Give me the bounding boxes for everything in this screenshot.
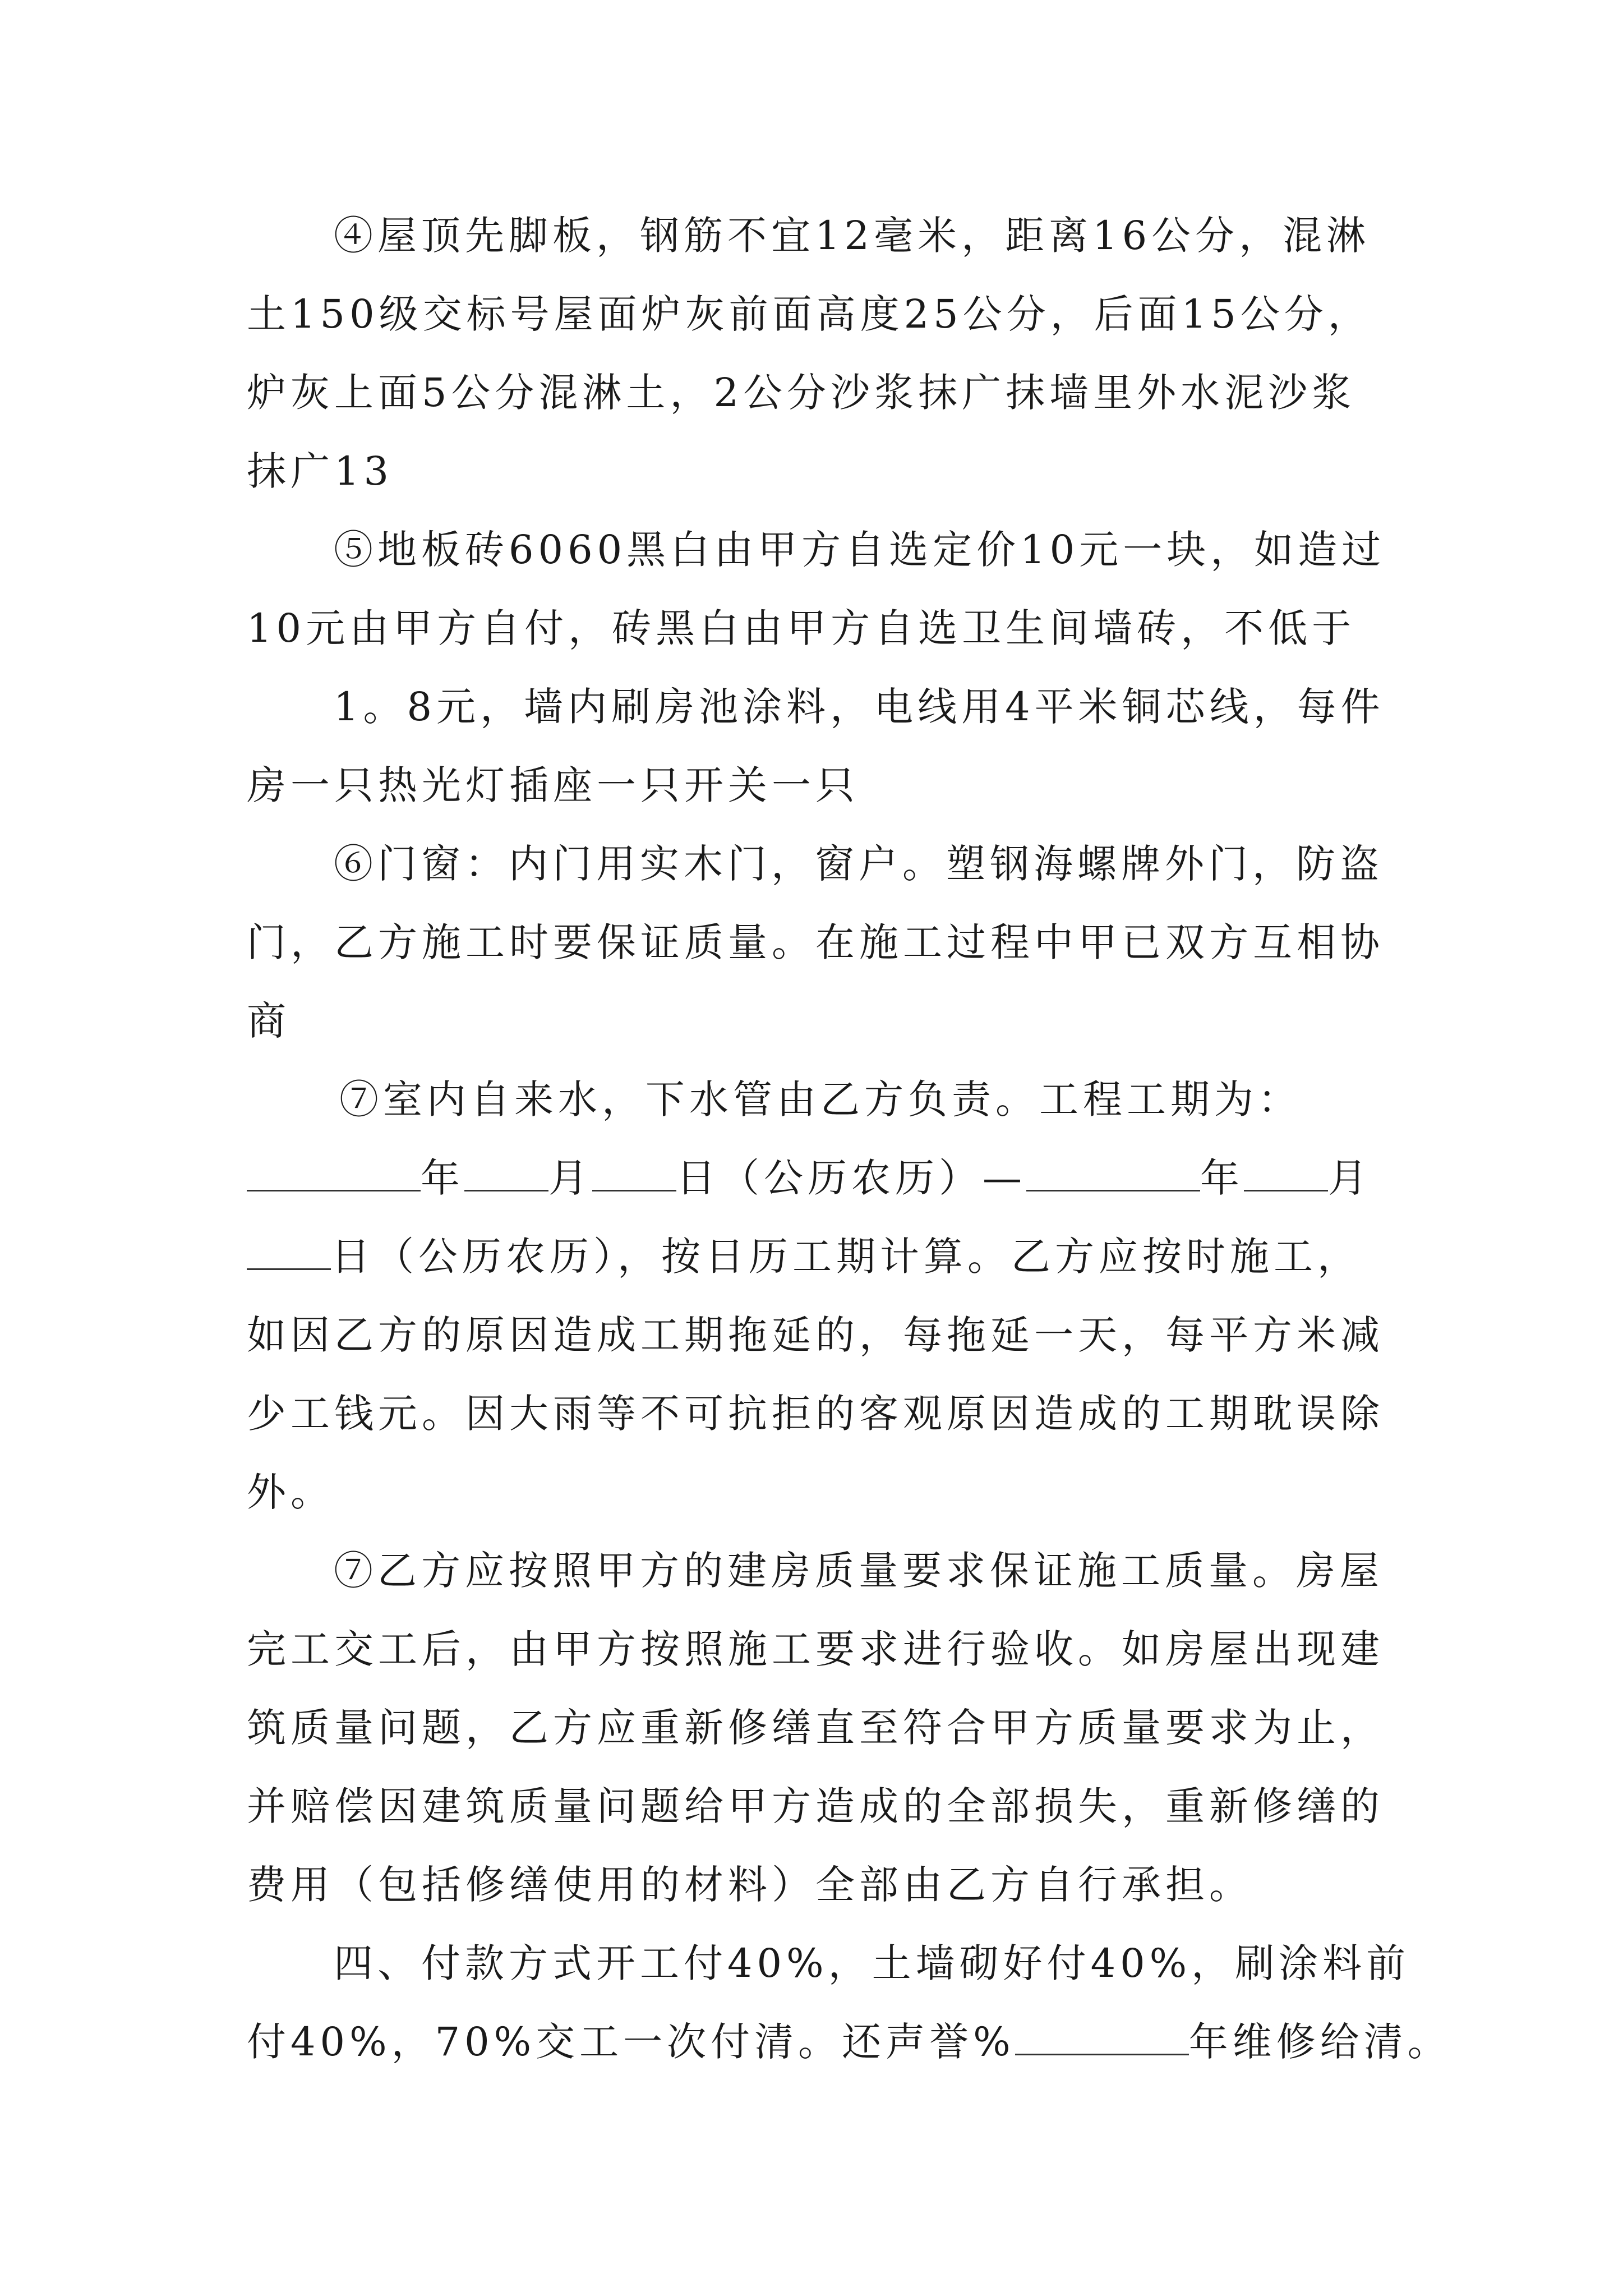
paragraph-line: 并赔偿因建筑质量问题给甲方造成的全部损失，重新修缮的 — [247, 1783, 1384, 1829]
paragraph-line: 房一只热光灯插座一只开关一只 — [247, 762, 859, 808]
paragraph-line: ⑤地板砖6060黑白由甲方自选定价10元一块，如造过 — [334, 527, 1386, 573]
payment-text: 付40%，70%交工一次付清。还声誉% — [247, 2019, 1015, 2065]
paragraph-line: 如因乙方的原因造成工期拖延的，每拖延一天，每平方米减 — [247, 1312, 1384, 1358]
paragraph-line: 少工钱元。因大雨等不可抗拒的客观原因造成的工期耽误除 — [247, 1391, 1384, 1437]
date-fill-line — [247, 1139, 1396, 1217]
blank-month-start — [464, 1156, 548, 1191]
paragraph-line: 炉灰上面5公分混淋土，2公分沙浆抹广抹墙里外水泥沙浆 — [247, 370, 1356, 416]
paragraph-line: 商 — [247, 998, 291, 1044]
paragraph-line: 土150级交标号屋面炉灰前面高度25公分，后面15公分， — [247, 291, 1372, 337]
paragraph-line: 10元由甲方自付，砖黑白由甲方自选卫生间墙砖，不低于 — [247, 605, 1356, 651]
contract-text — [247, 196, 1451, 2081]
blank-years — [1015, 2020, 1189, 2055]
date-day-label: 日（公历农历），按日历工期计算。乙方应按时施工， — [331, 1234, 1361, 1280]
paragraph-line: 完工交工后，由甲方按照施工要求进行验收。如房屋出现建 — [247, 1626, 1384, 1672]
paragraph-line: ⑦乙方应按照甲方的建房质量要求保证施工质量。房屋 — [334, 1548, 1384, 1594]
paragraph-line: 抹广13 — [247, 448, 394, 494]
paragraph-line: 四、付款方式开工付40%，土墙砌好付40%，刷涂料前 — [334, 1940, 1410, 1986]
date-month-label: 月 — [1328, 1155, 1372, 1201]
payment-text-end: 年维修给清。 — [1188, 2019, 1451, 2065]
blank-month-end — [1244, 1156, 1328, 1191]
date-fill-line — [247, 1217, 1396, 1296]
date-day-label: 日（公历农历）— — [676, 1155, 1026, 1201]
paragraph-line: ⑦室内自来水，下水管由乙方负责。工程工期为： — [339, 1076, 1302, 1122]
date-year-label: 年 — [421, 1155, 464, 1201]
payment-line — [247, 2003, 1451, 2081]
date-year-label: 年 — [1200, 1155, 1244, 1201]
blank-day-start — [592, 1156, 676, 1191]
paragraph-line: 外。 — [247, 1469, 334, 1515]
paragraph-line: ④屋顶先脚板，钢筋不宜12毫米，距离16公分，混淋 — [334, 213, 1371, 259]
paragraph-line: 1。8元，墙内刷房池涂料，电线用4平米铜芯线，每件 — [334, 684, 1385, 730]
paragraph-line: 费用（包括修缮使用的材料）全部由乙方自行承担。 — [247, 1862, 1253, 1908]
date-month-label: 月 — [548, 1155, 592, 1201]
blank-day-end — [247, 1235, 331, 1270]
paragraph-line: ⑥门窗：内门用实木门，窗户。塑钢海螺牌外门，防盗 — [334, 841, 1384, 887]
blank-year-start — [247, 1156, 421, 1191]
paragraph-line: 筑质量问题，乙方应重新修缮直至符合甲方质量要求为止， — [247, 1705, 1384, 1751]
blank-year-end — [1026, 1156, 1200, 1191]
paragraph-line: 门，乙方施工时要保证质量。在施工过程中甲已双方互相协 — [247, 919, 1384, 965]
